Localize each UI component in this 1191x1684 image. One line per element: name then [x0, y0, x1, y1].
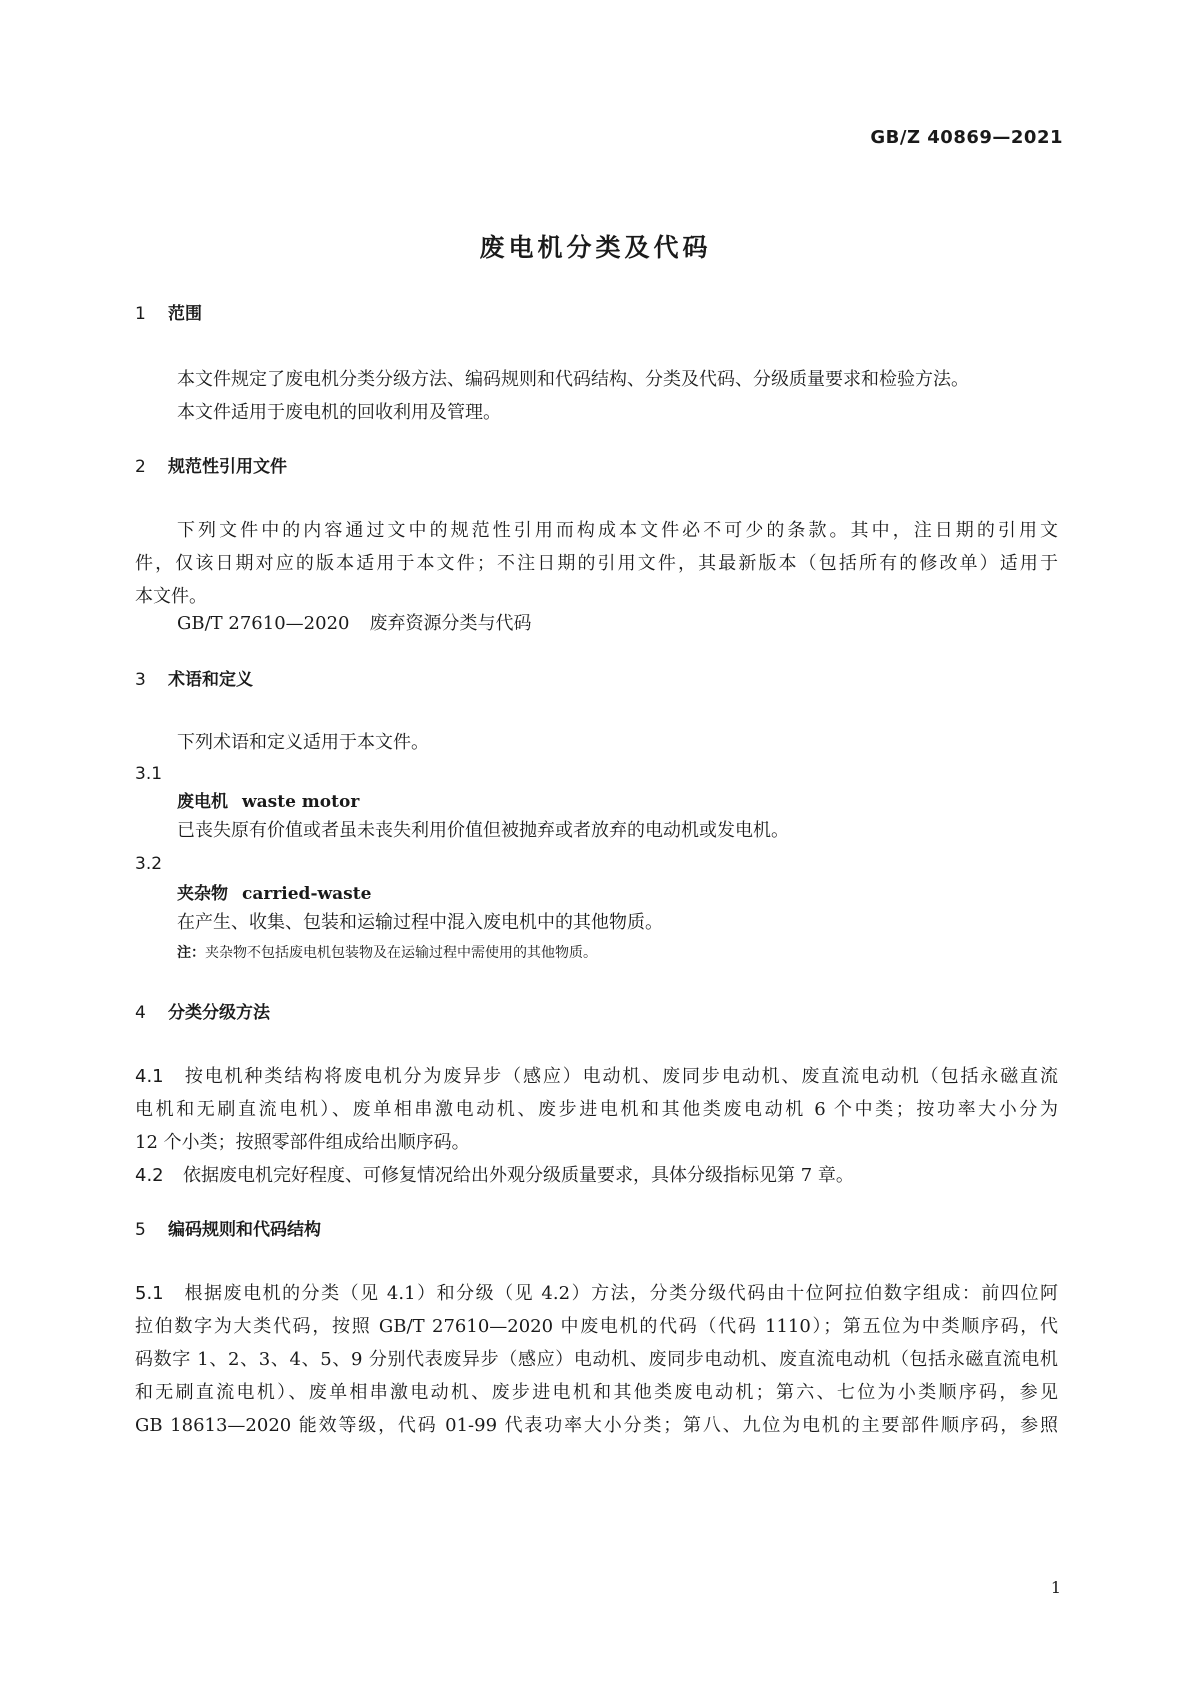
page-number: 1 — [1050, 1578, 1061, 1597]
term-zh: 夹杂物 — [177, 884, 228, 904]
note-label: 注： — [177, 945, 205, 961]
paragraph-line: 码数字 1、2、3、4、5、9 分别代表废异步（感应）电动机、废同步电动机、废直流电动机（包括永磁直流电机 — [135, 1349, 1058, 1370]
term-en: waste motor — [242, 792, 360, 812]
term-zh: 废电机 — [177, 792, 228, 812]
paragraph-line: 电机和无刷直流电机）、废单相串激电动机、废步进电机和其他类废电动机 6 个中类；按功率大小分为 — [135, 1099, 1058, 1120]
paragraph-line: 本文件规定了废电机分类分级方法、编码规则和代码结构、分类及代码、分级质量要求和检验方法。 — [177, 369, 969, 390]
note-text: 夹杂物不包括废电机包装物及在运输过程中需使用的其他物质。 — [205, 945, 597, 961]
paragraph-line: 本文件。 — [135, 586, 207, 607]
paragraph-line: 和无刷直流电机）、废单相串激电动机、废步进电机和其他类废电动机；第六、七位为小类顺序码，参见 — [135, 1382, 1058, 1403]
clause-number: 4.1 — [135, 1066, 164, 1087]
clause-5-1-line — [135, 1277, 1058, 1310]
standard-code: GB/Z 40869—2021 — [870, 127, 1063, 148]
section-title: 分类分级方法 — [168, 1003, 270, 1023]
paragraph-line: 件，仅该日期对应的版本适用于本文件；不注日期的引用文件，其最新版本（包括所有的修改单）适用于 — [135, 553, 1058, 574]
section-number: 1 — [135, 304, 146, 324]
clause-text: 根据废电机的分类（见 4.1）和分级（见 4.2）方法，分类分级代码由十位阿拉伯数字组成：前四位阿 — [183, 1283, 1058, 1304]
section-title: 范围 — [168, 304, 202, 324]
term-en: carried-waste — [242, 884, 372, 904]
document-title: 废电机分类及代码 — [479, 233, 712, 262]
paragraph-line: 拉伯数字为大类代码，按照 GB/T 27610—2020 中废电机的代码（代码 1110）；第五位为中类顺序码，代 — [135, 1316, 1058, 1337]
term-definition: 在产生、收集、包装和运输过程中混入废电机中的其他物质。 — [177, 912, 663, 933]
term-number: 3.2 — [135, 854, 163, 874]
section-number: 2 — [135, 457, 146, 477]
section-4-heading — [135, 1001, 270, 1025]
section-number: 3 — [135, 670, 146, 690]
clause-text: 依据废电机完好程度、可修复情况给出外观分级质量要求，具体分级指标见第 7 章。 — [183, 1165, 854, 1186]
term-note — [177, 942, 597, 964]
term-entry — [177, 882, 371, 906]
reference-title: 废弃资源分类与代码 — [369, 613, 532, 634]
section-number: 5 — [135, 1220, 146, 1240]
section-1-heading — [135, 302, 202, 326]
section-number: 4 — [135, 1003, 146, 1023]
clause-4-2-line — [135, 1159, 1058, 1192]
section-2-heading — [135, 455, 287, 479]
reference-code: GB/T 27610—2020 — [177, 613, 350, 634]
clause-number: 4.2 — [135, 1165, 164, 1186]
section-3-heading — [135, 668, 253, 692]
clause-number: 5.1 — [135, 1283, 164, 1304]
term-number: 3.1 — [135, 764, 163, 784]
term-definition: 已丧失原有价值或者虽未丧失利用价值但被抛弃或者放弃的电动机或发电机。 — [177, 820, 789, 841]
clause-text: 按电机种类结构将废电机分为废异步（感应）电动机、废同步电动机、废直流电动机（包括永磁直流 — [183, 1066, 1058, 1087]
paragraph-line: 本文件适用于废电机的回收利用及管理。 — [177, 402, 501, 423]
paragraph-line: 下列文件中的内容通过文中的规范性引用而构成本文件必不可少的条款。其中，注日期的引用文 — [177, 520, 1058, 541]
term-entry — [177, 790, 359, 814]
clause-4-1-line — [135, 1060, 1058, 1093]
paragraph-line: 12 个小类；按照零部件组成给出顺序码。 — [135, 1132, 470, 1153]
section-title: 编码规则和代码结构 — [168, 1220, 321, 1240]
section-5-heading — [135, 1218, 321, 1242]
paragraph-line: GB 18613—2020 能效等级，代码 01-99 代表功率大小分类；第八、九位为电机的主要部件顺序码，参照 — [135, 1415, 1058, 1436]
section-title: 术语和定义 — [168, 670, 253, 690]
paragraph-line: 下列术语和定义适用于本文件。 — [177, 732, 429, 753]
normative-reference — [177, 607, 1058, 640]
section-title: 规范性引用文件 — [168, 457, 287, 477]
